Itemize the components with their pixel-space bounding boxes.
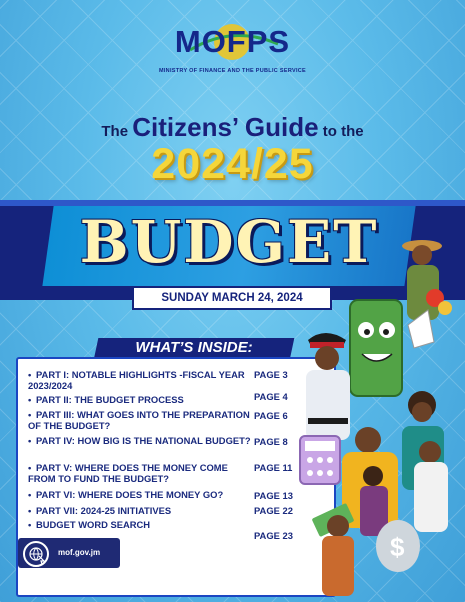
logo-subtitle: MINISTRY OF FINANCE AND THE PUBLIC SERVICE xyxy=(158,68,307,74)
title-pre: The xyxy=(101,123,133,140)
toc-label: PART I: NOTABLE HIGHLIGHTS -FISCAL YEAR 2023/2024 xyxy=(28,369,245,391)
toc-label: PART V: WHERE DOES THE MONEY COME FROM TO FUND THE BUDGET? xyxy=(28,462,228,484)
website-link[interactable] xyxy=(18,538,120,568)
toc-item[interactable]: • PART II: THE BUDGET PROCESS xyxy=(28,394,184,405)
budget-heading: BUDGET xyxy=(79,208,379,276)
citizens-illustration xyxy=(290,230,465,602)
toc-page: PAGE 3 xyxy=(254,369,288,380)
toc-item[interactable]: • PART VII: 2024-25 INITIATIVES xyxy=(28,505,172,516)
date-label: SUNDAY MARCH 24, 2024 xyxy=(132,286,332,310)
website-text: mof.gov.jm xyxy=(58,548,101,557)
toc-item[interactable]: • PART V: WHERE DOES THE MONEY COME FROM TO FUND THE BUDGET? xyxy=(28,462,228,484)
toc-page: PAGE 22 xyxy=(254,505,293,516)
toc-label: PART VII: 2024-25 INITIATIVES xyxy=(36,505,172,516)
toc-item[interactable]: • BUDGET WORD SEARCH xyxy=(28,519,151,530)
fiscal-year: 2024/25 xyxy=(151,140,314,188)
ministry-logo xyxy=(150,22,315,82)
inside-heading: WHAT’S INSIDE: xyxy=(135,339,253,356)
toc-page: PAGE 6 xyxy=(254,410,288,421)
svg-text:$: $ xyxy=(390,532,405,562)
toc-page: PAGE 4 xyxy=(254,391,288,402)
guide-title xyxy=(0,112,465,143)
title-post: to the xyxy=(318,123,364,140)
toc-item[interactable]: • PART VI: WHERE DOES THE MONEY GO? xyxy=(28,489,224,500)
toc-label: PART II: THE BUDGET PROCESS xyxy=(36,394,184,405)
toc-page: PAGE 13 xyxy=(254,490,293,501)
toc-label: BUDGET WORD SEARCH xyxy=(36,519,151,530)
toc-page: PAGE 23 xyxy=(254,530,293,541)
toc-page: PAGE 11 xyxy=(254,462,293,473)
toc-label: PART IV: HOW BIG IS THE NATIONAL BUDGET? xyxy=(36,435,251,446)
toc-label: PART III: WHAT GOES INTO THE PREPARATION OF THE BUDGET? xyxy=(28,409,250,431)
globe-icon xyxy=(23,541,49,567)
toc-item[interactable]: • PART I: NOTABLE HIGHLIGHTS -FISCAL YEAR 2023/2024 xyxy=(28,369,245,391)
toc-item[interactable]: • PART III: WHAT GOES INTO THE PREPARATION OF THE BUDGET? xyxy=(28,409,250,431)
toc-label: PART VI: WHERE DOES THE MONEY GO? xyxy=(36,489,224,500)
logo-wordmark: MOFPS xyxy=(174,24,291,59)
title-main: Citizens’ Guide xyxy=(132,112,319,142)
toc-item[interactable]: • PART IV: HOW BIG IS THE NATIONAL BUDGET? xyxy=(28,435,251,446)
toc-page: PAGE 8 xyxy=(254,436,288,447)
